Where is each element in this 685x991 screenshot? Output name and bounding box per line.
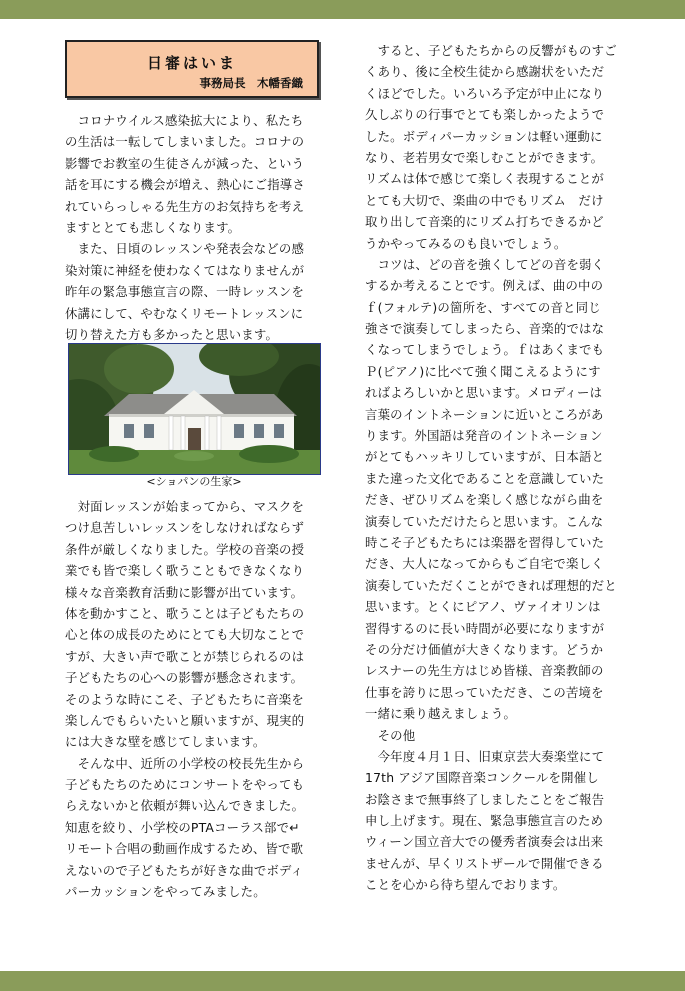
text-line: ｆ(フォルテ)の箇所を、すべての音と同じ — [365, 299, 601, 315]
text-line: その他 — [365, 727, 416, 743]
text-line: 演奏していただくことができれば理想的だと — [365, 577, 617, 593]
text-line: 知恵を絞り、小学校のPTAコーラス部で↵ — [65, 819, 300, 835]
text-line: 演奏していただけたらと思います。こんな — [365, 513, 604, 529]
text-line: 今年度４月１日、旧東京芸大奏楽堂にて — [365, 748, 605, 764]
text-line: ります。外国語は発音のイントネーション — [365, 428, 603, 444]
text-line: リズムは体で感じて楽しく表現することが — [365, 171, 604, 187]
top-band — [0, 0, 685, 19]
text-line: また、日頃のレッスンや発表会などの感 — [65, 241, 305, 257]
text-line: 影響でお教室の生徒さんが減った、という — [65, 155, 305, 171]
bottom-band — [0, 971, 685, 991]
text-line: すが、大きい声で歌ことが禁じられるのは — [65, 648, 305, 664]
text-line: 仕事を誇りに思っていただき、この苦境を — [365, 684, 604, 700]
text-line: レスナーの先生方はじめ皆様、音楽教師の — [365, 663, 604, 679]
text-line: なり、老若男女で楽しむことができます。 — [365, 149, 604, 165]
text-line: ますととても悲しくなります。 — [65, 219, 241, 235]
text-line: 一緒に乗り越えましょう。 — [365, 706, 517, 722]
text-line: くほどでした。いろいろ予定が中止になり — [365, 85, 605, 101]
text-line: すると、子どもたちからの反響がものすご — [365, 43, 617, 58]
text-line: だき、大人になってからもご自宅で楽しく — [365, 556, 604, 572]
text-line: 様々な音楽教育活動に影響が出ています。 — [65, 584, 304, 600]
text-line: れていらっしゃる先生方のお気持ちを考え — [65, 198, 305, 214]
text-line: 楽しんでもらいたいと願いますが、現実的 — [65, 712, 305, 728]
text-line: そのような時にこそ、子どもたちに音楽を — [65, 691, 304, 707]
text-line: その分だけ価値が大きくなります。どうか — [365, 641, 604, 657]
house-illustration — [69, 344, 320, 474]
text-line: 習得するのに長い時間が必要になりますが — [365, 620, 605, 636]
text-line: 時こそ子どもたちには楽器を習得していた — [365, 534, 605, 550]
chopin-birthplace-photo — [68, 343, 321, 475]
text-line: つけ息苦しいレッスンをしなければならず — [65, 520, 305, 536]
text-line: そんな中、近所の小学校の校長先生から — [65, 755, 305, 771]
text-line: 業でも皆で楽しく歌うこともできなくなり — [65, 563, 305, 579]
text-line: 思います。とくにピアノ、ヴァイオリンは — [365, 599, 601, 615]
article-author: 事務局長 木幡香織 — [199, 76, 303, 90]
text-line: の生活は一転してしまいました。コロナの — [65, 134, 305, 150]
text-line: Ｐ(ピアノ)に比べて強く聞こえるようにす — [365, 363, 601, 379]
text-line: 心と体の成長のためにとても大切なことで — [65, 627, 305, 643]
text-line: リモート合唱の動画作成するため、皆で歌 — [65, 841, 304, 857]
text-line: ませんが、早くリストザールで開催できる — [365, 855, 604, 871]
text-line: ことを心から待ち望んでおります。 — [365, 877, 566, 893]
text-line: 条件が厳しくなりました。学校の音楽の授 — [65, 541, 305, 557]
text-line: 対面レッスンが始まってから、マスクを — [65, 499, 305, 514]
text-line: 申し上げます。現在、緊急事態宣言のため — [365, 813, 604, 829]
text-line: した。ボディパーカッションは軽い運動に — [365, 128, 603, 144]
text-line: 話を耳にする機会が増え、熱心にご指導さ — [65, 177, 305, 193]
text-line: 子どもたちのためにコンサートをやっても — [65, 777, 305, 793]
text-line: するか考えることです。例えば、曲の中の — [365, 278, 604, 294]
text-line: ればよろしいかと思います。メロディーは — [365, 385, 603, 401]
text-line: ウィーン国立音大での優秀者演奏会は出来 — [365, 834, 604, 850]
text-line: えないので子どもたちが好きな曲でボディ — [65, 862, 304, 878]
right-column-text — [365, 40, 617, 896]
left-column-text-top — [65, 110, 305, 345]
text-line: 昨年の緊急事態宣言の際、一時レッスンを — [65, 284, 305, 300]
text-line: 17th アジア国際音楽コンクールを開催し — [365, 770, 599, 786]
text-line: お陰さまで無事終了しましたことをご報告 — [365, 791, 605, 807]
text-line: 染対策に神経を使わなくてはなりませんが — [65, 262, 305, 278]
text-line: がとてもハッキリしていますが、日本語と — [365, 449, 605, 465]
text-line: らえないかと依頼が舞い込んできました。 — [65, 798, 305, 814]
title-box — [65, 40, 319, 98]
text-line: パーカッションをやってみました。 — [65, 884, 266, 900]
text-line: 子どもたちの心への影響が懸念されます。 — [65, 670, 304, 686]
text-line: 取り出して音楽的にリズム打ちできるかど — [365, 214, 604, 230]
text-line: うかやってみるのも良いでしょう。 — [365, 235, 567, 251]
text-line: くあり、後に全校生徒から感謝状をいただ — [365, 64, 605, 80]
left-column-text-bottom — [65, 496, 304, 902]
text-line: だき、ぜひリズムを楽しく感じながら曲を — [365, 492, 604, 508]
text-line: には大きな壁を感じてしまいます。 — [65, 734, 266, 750]
text-line: くなってしまうでしょう。ｆはあくまでも — [365, 342, 605, 358]
text-line: 強さで演奏してしまったら、音楽的ではな — [365, 321, 605, 337]
photo-caption: <ショパンの生家> — [146, 475, 242, 488]
text-line: 体を動かすこと、歌うことは子どもたちの — [65, 605, 305, 621]
text-line: とても大切で、楽曲の中でもリズム だけ — [365, 192, 604, 208]
text-line: コロナウイルス感染拡大により、私たち — [65, 113, 304, 128]
text-line: 言葉のイントネーションに近いところがあ — [365, 406, 604, 422]
text-line: 久しぶりの行事でとても楽しかったようで — [365, 107, 605, 123]
article-title: 日審はいま — [146, 54, 237, 72]
text-line: また違った文化であることを意識していた — [365, 470, 605, 486]
text-line: 休講にして、やむなくリモートレッスンに — [65, 305, 304, 321]
text-line: 切り替えた方も多かったと思います。 — [65, 326, 279, 342]
text-line: コツは、どの音を強くしてどの音を弱く — [365, 256, 605, 272]
